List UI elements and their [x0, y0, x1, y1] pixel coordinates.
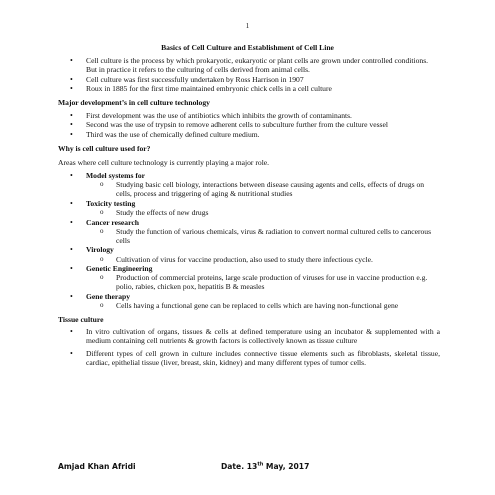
- footer-date-prefix: Date. 13: [221, 462, 258, 471]
- major-development-bullet: • First development was the use of antibiotics which inhibits the growth of contaminants.: [58, 111, 440, 120]
- major-development-bullet: • Second was the use of trypsin to remove adherent cells to subculture further from the culture vessel: [58, 120, 440, 129]
- area-name: Virology: [86, 245, 114, 255]
- document-body: [58, 56, 440, 370]
- section-heading-tissue-culture: Tissue culture: [58, 315, 104, 325]
- section-heading-why: Why is cell culture used for?: [58, 143, 151, 153]
- page-number: 1: [245, 22, 250, 30]
- why-paragraph: Areas where cell culture technology is currently playing a major role.: [58, 157, 270, 167]
- area-item: [58, 245, 440, 263]
- intro-bullet: • Cell culture was first successfully undertaken by Ross Harrison in 1907: [58, 75, 440, 84]
- area-detail: o Study the function of various chemicals, virus & radiation to convert normal cultured cells to cancerous cells: [86, 227, 440, 245]
- footer-date-sup: th: [257, 461, 264, 468]
- areas-list: [58, 171, 440, 310]
- intro-bullet: • Cell culture is the process by which prokaryotic, eukaryotic or plant cells are grown under controlled conditions. But in practice it refers to the culturing of cells derived from animal cells.: [58, 56, 440, 74]
- major-development-list: [58, 111, 440, 139]
- area-item: [58, 218, 440, 245]
- area-name: Gene therapy: [86, 292, 131, 302]
- footer-author: Amjad Khan Afridi: [58, 462, 136, 471]
- tissue-culture-bullet: • Different types of cell grown in culture includes connective tissue elements such as fibroblasts, skeletal tissue, cardiac, epithelial tissue (liver, breast, skin, kidney) and many different types of tumor cells.: [58, 349, 440, 367]
- area-item: [58, 292, 440, 310]
- tissue-culture-bullet: • In vitro cultivation of organs, tissues & cells at defined temperature using an incubator & supplemented with a medium containing cell nutrients & growth factors is collectively known as tissue culture: [58, 327, 440, 345]
- tissue-culture-list: [58, 327, 440, 366]
- area-name: Cancer research: [86, 217, 139, 227]
- area-item: [58, 199, 440, 217]
- area-item: [58, 264, 440, 291]
- document-title: Basics of Cell Culture and Establishment of Cell Line: [161, 43, 334, 52]
- major-development-bullet: • Third was the use of chemically defined culture medium.: [58, 130, 440, 139]
- footer-date: [221, 462, 309, 471]
- area-detail: o Cultivation of virus for vaccine production, also used to study there infectious cycle.: [86, 255, 440, 264]
- area-detail: o Studying basic cell biology, interactions between disease causing agents and cells, effects of drugs on cells, process and triggering of aging & nutritional studies: [86, 180, 440, 198]
- intro-list: [58, 56, 440, 93]
- area-detail: o Cells having a functional gene can be replaced to cells which are having non-functional gene: [86, 301, 440, 310]
- intro-bullet: • Roux in 1885 for the first time maintained embryonic chick cells in a cell culture: [58, 84, 440, 93]
- area-name: Toxicity testing: [86, 198, 136, 208]
- area-name: Genetic Engineering: [86, 264, 153, 274]
- area-detail: o Study the effects of new drugs: [86, 208, 440, 217]
- area-detail: o Production of commercial proteins, large scale production of viruses for use in vaccine production e.g. polio, rabies, chicken pox, hepatitis B & measles: [86, 273, 440, 291]
- area-name: Model systems for: [86, 171, 146, 181]
- section-heading-major-development: Major development’s in cell culture technology: [58, 98, 210, 108]
- area-item: [58, 171, 440, 198]
- footer-date-suffix: May, 2017: [263, 462, 310, 471]
